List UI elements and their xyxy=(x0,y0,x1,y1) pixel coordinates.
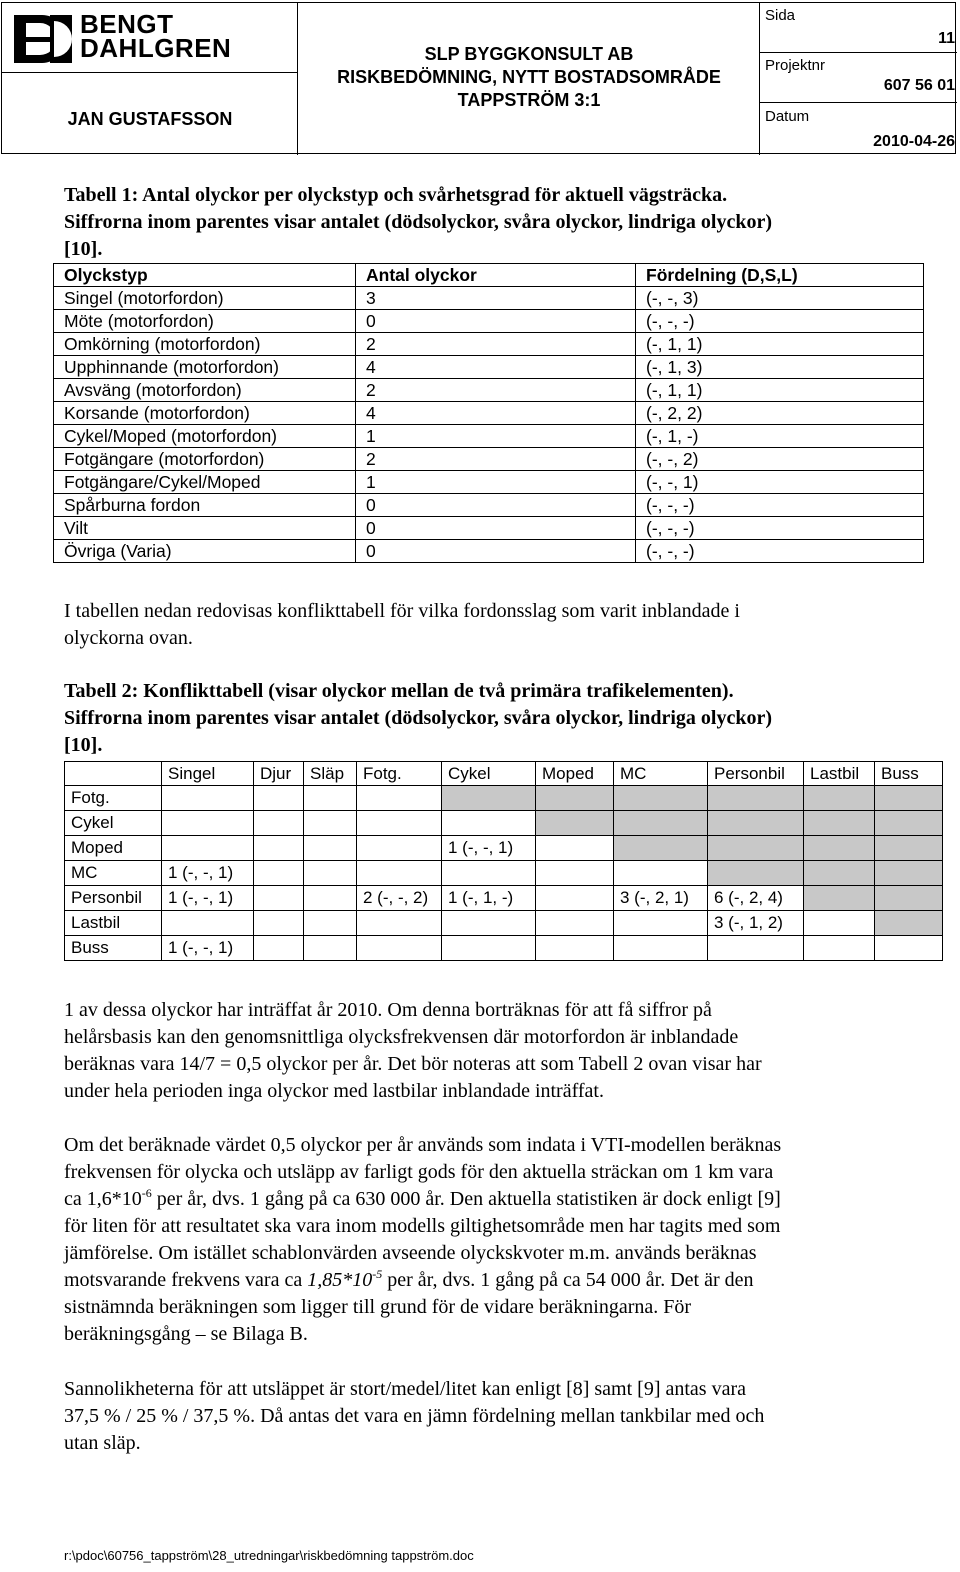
intro-paragraph xyxy=(64,598,924,652)
table1-cell: 0 xyxy=(356,540,636,563)
table2-cell: 1 (-, 1, -) xyxy=(442,886,536,911)
table1-cell: Spårburna fordon xyxy=(54,494,356,517)
table1-caption xyxy=(64,182,924,263)
paragraph-3 xyxy=(64,1376,924,1457)
table1-row xyxy=(54,379,924,402)
table1-row xyxy=(54,402,924,425)
date-value: 2010-04-26 xyxy=(873,133,955,150)
table1-cell: (-, -, -) xyxy=(636,517,924,540)
accident-type-table xyxy=(53,263,924,563)
table2-cell xyxy=(536,836,614,861)
paragraph-2-line: beräkningsgång – se Bilaga B. xyxy=(64,1323,308,1345)
frequency-value-2: 1,85*10 xyxy=(307,1269,373,1291)
table2-cell xyxy=(304,886,357,911)
project-title-line-1: RISKBEDÖMNING, NYTT BOSTADSOMRÅDE xyxy=(337,67,721,87)
table1-cell: 2 xyxy=(356,333,636,356)
project-number-label: Projektnr xyxy=(765,57,826,74)
table2-cell: 1 (-, -, 1) xyxy=(162,886,254,911)
paragraph-1 xyxy=(64,997,924,1105)
table2-shaded-cell xyxy=(442,786,536,811)
paragraph-1-line: beräknas vara 14/7 = 0,5 olyckor per år. Det bör noteras att som Tabell 2 ovan visar har xyxy=(64,1053,762,1075)
company-logo-icon xyxy=(12,13,74,65)
table2-cell xyxy=(357,811,442,836)
table2-cell xyxy=(614,911,708,936)
table2-shaded-cell xyxy=(875,811,943,836)
table2-cell xyxy=(614,861,708,886)
table2-row-header: Moped xyxy=(65,836,162,861)
table1-header-cell: Fördelning (D,S,L) xyxy=(636,264,924,287)
table1-cell: (-, -, -) xyxy=(636,494,924,517)
table1-cell: (-, 1, 1) xyxy=(636,333,924,356)
table1-cell: 0 xyxy=(356,494,636,517)
paragraph-3-line: Sannolikheterna för att utsläppet är stort/medel/litet kan enligt [8] samt [9] antas vara xyxy=(64,1378,747,1400)
intro-line-1: I tabellen nedan redovisas konflikttabell för vilka fordonsslag som varit inblandade i xyxy=(64,600,740,622)
table1-caption-line-1: Tabell 1: Antal olyckor per olyckstyp och svårhetsgrad för aktuell vägsträcka. xyxy=(64,184,728,206)
table2-cell xyxy=(357,836,442,861)
table2-cell: 6 (-, 2, 4) xyxy=(708,886,804,911)
table2-row xyxy=(65,861,943,886)
table2-cell xyxy=(875,936,943,961)
table1-header-cell: Olyckstyp xyxy=(54,264,356,287)
table1-cell: (-, -, -) xyxy=(636,540,924,563)
table2-shaded-cell xyxy=(804,786,875,811)
table2-cell xyxy=(357,786,442,811)
table2-cell xyxy=(162,811,254,836)
table2-row-header: Cykel xyxy=(65,811,162,836)
table1-row xyxy=(54,517,924,540)
table2-cell xyxy=(162,911,254,936)
table1-cell: Singel (motorfordon) xyxy=(54,287,356,310)
table2-column-header: Fotg. xyxy=(357,762,442,786)
project-number: 607 56 01 xyxy=(883,77,955,94)
table1-cell: Vilt xyxy=(54,517,356,540)
table1-row xyxy=(54,425,924,448)
table2-cell xyxy=(304,811,357,836)
paragraph-3-line: utan släp. xyxy=(64,1432,141,1454)
table2-cell xyxy=(162,836,254,861)
paragraph-2-line: jämförelse. Om istället schablonvärden avseende olyckskvoter m.m. används beräknas xyxy=(64,1242,757,1264)
table2-cell xyxy=(254,811,304,836)
table2-cell xyxy=(442,811,536,836)
table2-cell xyxy=(536,911,614,936)
intro-line-2: olyckorna ovan. xyxy=(64,627,193,649)
table2-cell xyxy=(442,936,536,961)
table1-cell: (-, 1, 1) xyxy=(636,379,924,402)
table2-column-header: Cykel xyxy=(442,762,536,786)
table1-cell: 0 xyxy=(356,310,636,333)
table1-row xyxy=(54,287,924,310)
table1-cell: Korsande (motorfordon) xyxy=(54,402,356,425)
table1-caption-line-3: [10]. xyxy=(64,238,103,260)
table2-shaded-cell xyxy=(875,861,943,886)
table2-column-header: Moped xyxy=(536,762,614,786)
table2-row-header: Personbil xyxy=(65,886,162,911)
table2-shaded-cell xyxy=(875,836,943,861)
table1-cell: Upphinnande (motorfordon) xyxy=(54,356,356,379)
table2-cell xyxy=(357,911,442,936)
paragraph-2-line-6-rest: per år, dvs. 1 gång på ca 54 000 år. Det är den xyxy=(382,1269,754,1291)
table1-row xyxy=(54,540,924,563)
page-row xyxy=(760,3,957,53)
table1-cell: (-, 1, -) xyxy=(636,425,924,448)
table2-cell: 1 (-, -, 1) xyxy=(162,936,254,961)
table1-cell: Fotgängare (motorfordon) xyxy=(54,448,356,471)
table2-shaded-cell xyxy=(804,811,875,836)
table2-shaded-cell xyxy=(708,786,804,811)
table1-cell: 2 xyxy=(356,379,636,402)
table1-cell: Möte (motorfordon) xyxy=(54,310,356,333)
table1-cell: (-, -, 1) xyxy=(636,471,924,494)
table1-cell: 4 xyxy=(356,402,636,425)
paragraph-2 xyxy=(64,1132,924,1348)
table2-row-header: Lastbil xyxy=(65,911,162,936)
table1-cell: Omkörning (motorfordon) xyxy=(54,333,356,356)
logo-line-2: DAHLGREN xyxy=(80,33,232,63)
table2-cell: 3 (-, 1, 2) xyxy=(708,911,804,936)
table2-cell xyxy=(254,911,304,936)
table2-shaded-cell xyxy=(875,886,943,911)
paragraph-1-line: 1 av dessa olyckor har inträffat år 2010. Om denna borträknas för att få siffror på xyxy=(64,999,712,1021)
paragraph-2-line: sistnämnda beräkningen som ligger till grund för de vidare beräkningarna. För xyxy=(64,1296,692,1318)
table1-cell: (-, -, -) xyxy=(636,310,924,333)
table2-cell xyxy=(304,911,357,936)
table2-row xyxy=(65,936,943,961)
table2-cell xyxy=(304,786,357,811)
table2-cell xyxy=(614,936,708,961)
table2-row xyxy=(65,786,943,811)
table1-cell: Avsväng (motorfordon) xyxy=(54,379,356,402)
table2-shaded-cell xyxy=(804,886,875,911)
table2-row-header: MC xyxy=(65,861,162,886)
table2-caption-line-1: Tabell 2: Konflikttabell (visar olyckor mellan de två primära trafikelementen). xyxy=(64,680,734,702)
table2-cell xyxy=(304,861,357,886)
table1-row xyxy=(54,494,924,517)
table2-header-row xyxy=(65,762,943,786)
table2-cell xyxy=(254,836,304,861)
table2-shaded-cell xyxy=(614,836,708,861)
author-cell xyxy=(2,73,298,155)
table2-cell xyxy=(254,861,304,886)
table2-shaded-cell xyxy=(875,911,943,936)
meta-cell xyxy=(760,3,957,155)
table1-header-row xyxy=(54,264,924,287)
paragraph-2-line xyxy=(64,1186,924,1213)
table1-row xyxy=(54,448,924,471)
company-name: SLP BYGGKONSULT AB xyxy=(424,44,634,64)
paragraph-3-line: 37,5 % / 25 % / 37,5 %. Då antas det vara en jämn fördelning mellan tankbilar med och xyxy=(64,1405,765,1427)
project-title-line-2: TAPPSTRÖM 3:1 xyxy=(457,90,601,110)
table2-cell: 1 (-, -, 1) xyxy=(162,861,254,886)
table1-row xyxy=(54,310,924,333)
table2-column-header: Singel xyxy=(162,762,254,786)
frequency-exponent-2: -5 xyxy=(372,1267,383,1281)
table2-cell: 2 (-, -, 2) xyxy=(357,886,442,911)
table2-row xyxy=(65,811,943,836)
table2-shaded-cell xyxy=(875,786,943,811)
table1-cell: 2 xyxy=(356,448,636,471)
table1-cell: (-, -, 2) xyxy=(636,448,924,471)
table2-shaded-cell xyxy=(708,811,804,836)
table2-cell xyxy=(442,861,536,886)
table2-cell xyxy=(162,786,254,811)
table2-row-header: Fotg. xyxy=(65,786,162,811)
table2-cell: 3 (-, 2, 1) xyxy=(614,886,708,911)
paragraph-2-line: frekvensen för olycka och utsläpp av farligt gods för den aktuella sträckan om 1 km vara xyxy=(64,1161,774,1183)
logo-line-1: BENGT xyxy=(80,9,174,39)
table1-cell: (-, 1, 3) xyxy=(636,356,924,379)
table1-cell: 4 xyxy=(356,356,636,379)
table2-shaded-cell xyxy=(708,861,804,886)
table2-cell xyxy=(708,936,804,961)
paragraph-2-line: Om det beräknade värdet 0,5 olyckor per år används som indata i VTI-modellen beräknas xyxy=(64,1134,782,1156)
table2-cell xyxy=(254,936,304,961)
table1-row xyxy=(54,333,924,356)
table2-caption xyxy=(64,678,924,759)
table2-shaded-cell xyxy=(708,836,804,861)
table2-shaded-cell xyxy=(614,811,708,836)
logo-cell xyxy=(2,3,298,73)
paragraph-1-line: under hela perioden inga olyckor med lastbilar inblandade inträffat. xyxy=(64,1080,604,1102)
table1-cell: 1 xyxy=(356,425,636,448)
paragraph-2-line: för liten för att resultatet ska vara inom modells giltighetsområde men har tagits med som xyxy=(64,1215,781,1237)
table2-cell xyxy=(254,886,304,911)
table2-cell xyxy=(357,936,442,961)
conflict-table xyxy=(64,761,943,961)
table2-cell xyxy=(442,911,536,936)
table2-cell: 1 (-, -, 1) xyxy=(442,836,536,861)
table2-shaded-cell xyxy=(804,836,875,861)
date-label: Datum xyxy=(765,108,810,125)
page-label: Sida xyxy=(765,7,796,24)
table2-column-header: MC xyxy=(614,762,708,786)
table2-column-header: Lastbil xyxy=(804,762,875,786)
table2-cell xyxy=(536,936,614,961)
table1-header-cell: Antal olyckor xyxy=(356,264,636,287)
table2-cell xyxy=(536,886,614,911)
table2-shaded-cell xyxy=(536,786,614,811)
table2-corner-cell xyxy=(65,762,162,786)
frequency-exponent-1: -6 xyxy=(141,1186,152,1200)
author-name: JAN GUSTAFSSON xyxy=(67,109,233,129)
table1-cell: Fotgängare/Cykel/Moped xyxy=(54,471,356,494)
table2-cell xyxy=(536,861,614,886)
page-number: 11 xyxy=(938,30,955,47)
table2-column-header: Släp xyxy=(304,762,357,786)
table2-cell xyxy=(304,936,357,961)
paragraph-2-line-6-start: motsvarande frekvens vara ca xyxy=(64,1269,308,1291)
table1-cell: 0 xyxy=(356,517,636,540)
paragraph-1-line: helårsbasis kan den genomsnittliga olycksfrekvensen där motorfordon är inblandade xyxy=(64,1026,739,1048)
table1-cell: (-, -, 3) xyxy=(636,287,924,310)
table2-row xyxy=(65,911,943,936)
table2-shaded-cell xyxy=(804,861,875,886)
table2-column-header: Buss xyxy=(875,762,943,786)
table2-row xyxy=(65,836,943,861)
project-number-row xyxy=(760,53,957,103)
table1-cell: 1 xyxy=(356,471,636,494)
paragraph-2-line xyxy=(64,1267,924,1294)
table2-caption-line-2: Siffrorna inom parentes visar antalet (dödsolyckor, svåra olyckor, lindriga olyckor) xyxy=(64,707,772,729)
company-logo-text xyxy=(80,9,232,63)
table2-shaded-cell xyxy=(536,811,614,836)
table1-cell: Cykel/Moped (motorfordon) xyxy=(54,425,356,448)
table2-row xyxy=(65,886,943,911)
table2-cell xyxy=(304,836,357,861)
document-header xyxy=(1,2,956,154)
paragraph-2-line-3-rest: per år, dvs. 1 gång på ca 630 000 år. Den aktuella statistiken är dock enligt [9] xyxy=(151,1188,781,1210)
frequency-value-1: ca 1,6*10 xyxy=(64,1188,142,1210)
date-row xyxy=(760,103,957,155)
table2-caption-line-3: [10]. xyxy=(64,734,103,756)
table2-cell xyxy=(254,786,304,811)
footer-file-path: r:\pdoc\60756_tappström\28_utredningar\riskbedömning tappström.doc xyxy=(64,1548,474,1563)
table2-cell xyxy=(357,861,442,886)
table1-caption-line-2: Siffrorna inom parentes visar antalet (dödsolyckor, svåra olyckor, lindriga olyckor) xyxy=(64,211,772,233)
table2-column-header: Personbil xyxy=(708,762,804,786)
table2-column-header: Djur xyxy=(254,762,304,786)
table1-cell: (-, 2, 2) xyxy=(636,402,924,425)
title-cell xyxy=(298,3,760,155)
table1-cell: Övriga (Varia) xyxy=(54,540,356,563)
table2-shaded-cell xyxy=(614,786,708,811)
table1-row xyxy=(54,471,924,494)
table2-row-header: Buss xyxy=(65,936,162,961)
table1-cell: 3 xyxy=(356,287,636,310)
table2-cell xyxy=(804,936,875,961)
table1-row xyxy=(54,356,924,379)
table2-cell xyxy=(804,911,875,936)
